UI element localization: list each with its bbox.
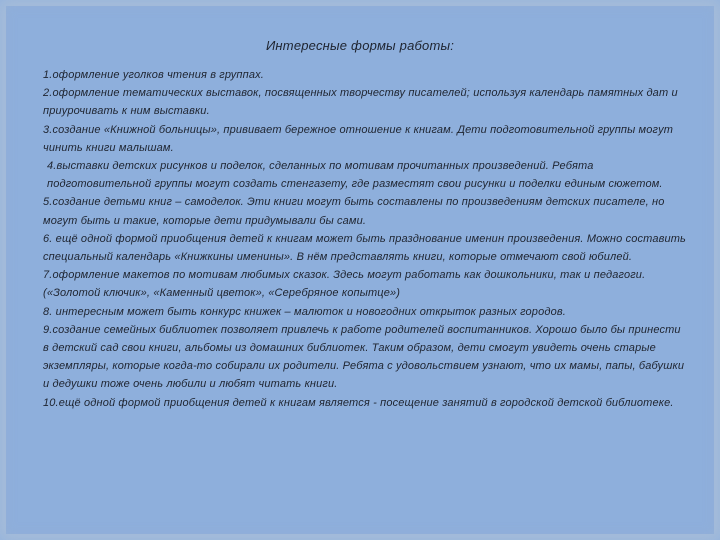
list-item: 7.оформление макетов по мотивам любимых сказок. Здесь могут работать как дошкольники, так и педагоги. («Золотой ключик», «Каменный цветок», «Серебряное копытце») [43, 269, 646, 300]
list-item: 6. ещё одной формой приобщения детей к книгам может быть празднование именин произведения. Можно составить специальный календарь «Книжкины именины». В нём представлять книги, которые отмечают свой юбилей. [43, 232, 686, 264]
list-item: 8. интересным может быть конкурс книжек – малюток и новогодних открыток разных городов. [43, 305, 566, 318]
list-item: 9.создание семейных библиотек позволяет привлечь к работе родителей воспитанников. Хорошо было бы принести в детский сад свои книги, альбомы из домашних библиотек. Таким образом, дети смогут увидеть очень старые экземпляры, которые когда-то собирали их родители. Ребята с удовольствием узнают, что их мамы, папы, бабушки и дедушки тоже очень любили и любят читать книги. [43, 323, 685, 391]
slide-body [43, 66, 689, 412]
list-item: 5.создание детьми книг – самоделок. Эти книги могут быть составлены по произведениям детских писателе, но могут быть и такие, которые дети придумывали бы сами. [43, 196, 665, 227]
list-item: 2.оформление тематических выставок, посвященных творчеству писателей; используя календарь памятных дат и приурочивать к ним выставки. [43, 87, 678, 118]
list-item: 4.выставки детских рисунков и поделок, сделанных по мотивам прочитанных произведений. Ребята подготовительной группы могут создать стенгазету, где разместят свои рисунки и поделки единым сюжетом. [47, 160, 663, 191]
list-item: 10.ещё одной формой приобщения детей к книгам является - посещение занятий в городской детской библиотеке. [43, 396, 674, 409]
slide-title: Интересные формы работы: [265, 38, 455, 53]
list-item: 3.создание «Книжной больницы», прививает бережное отношение к книгам. Дети подготовительной группы могут чинить книги малышам. [43, 123, 674, 154]
list-item: 1.оформление уголков чтения в группах. [43, 69, 264, 81]
